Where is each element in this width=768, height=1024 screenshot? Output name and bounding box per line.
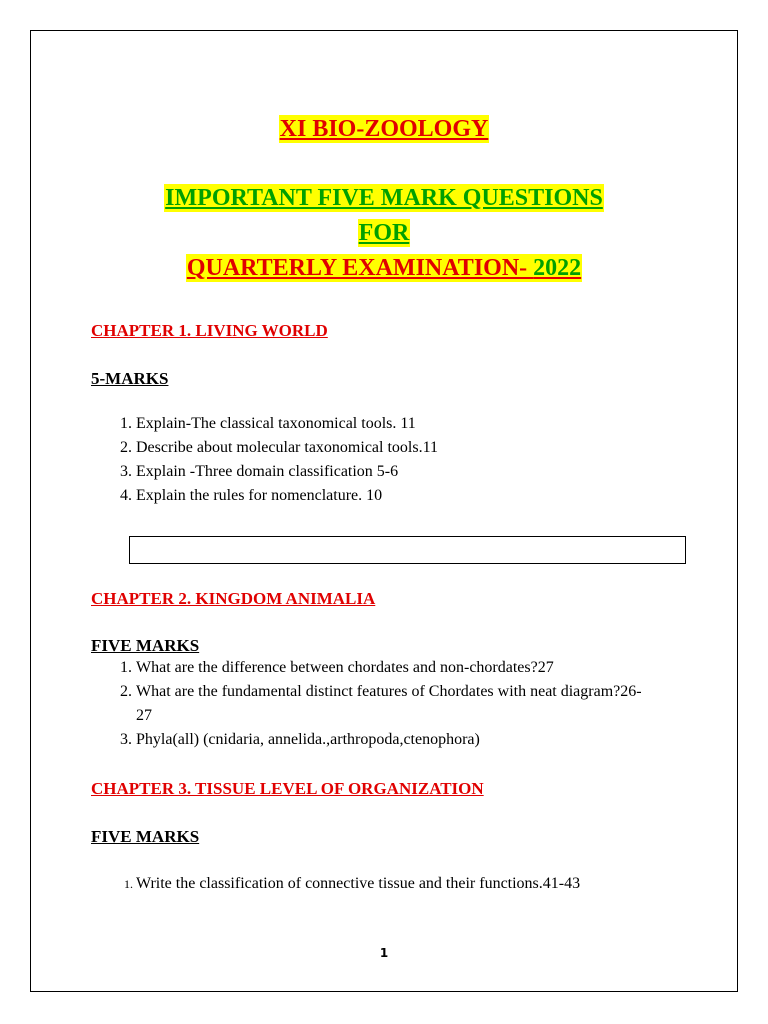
page-number: 1 xyxy=(379,946,389,960)
document-subtitle-line-1 xyxy=(0,186,768,210)
document-title-text: XI BIO-ZOOLOGY xyxy=(279,116,489,142)
exam-name: QUARTERLY EXAMINATION- xyxy=(186,255,534,281)
subtitle-line-3-text xyxy=(186,254,582,282)
subtitle-line-1-text: IMPORTANT FIVE MARK QUESTIONS xyxy=(165,185,603,211)
question-item: 1. Explain-The classical taxonomical tools. 11 xyxy=(136,412,696,436)
question-item: 4. Explain the rules for nomenclature. 10 xyxy=(136,484,696,508)
chapter-1-marks-label: 5-MARKS xyxy=(91,369,169,388)
chapter-3-heading: CHAPTER 3. TISSUE LEVEL OF ORGANIZATION xyxy=(91,779,484,798)
chapter-3-marks-label: FIVE MARKS xyxy=(91,827,200,846)
question-item: 2. Describe about molecular taxonomical tools.11 xyxy=(136,436,696,460)
document-subtitle-line-3 xyxy=(0,256,768,280)
page-border xyxy=(30,30,738,992)
chapter-2-question-list xyxy=(91,656,656,752)
document-title xyxy=(0,117,768,141)
chapter-3-question-list xyxy=(91,872,696,896)
question-item: 1. What are the difference between chordates and non-chordates?27 xyxy=(136,656,656,680)
chapter-1-question-list xyxy=(91,412,696,508)
question-item: 2. What are the fundamental distinct features of Chordates with neat diagram?26-27 xyxy=(136,680,656,728)
empty-text-box xyxy=(129,536,686,564)
chapter-1-heading: CHAPTER 1. LIVING WORLD xyxy=(91,321,328,340)
subtitle-line-2-text: FOR xyxy=(358,220,410,246)
question-item: 3. Phyla(all) (cnidaria, annelida.,arthropoda,ctenophora) xyxy=(136,728,656,752)
chapter-2-marks-label: FIVE MARKS xyxy=(91,636,200,655)
question-item: 3. Explain -Three domain classification 5-6 xyxy=(136,460,696,484)
chapter-2-heading: CHAPTER 2. KINGDOM ANIMALIA xyxy=(91,589,376,608)
question-item: 1. Write the classification of connective tissue and their functions.41-43 xyxy=(136,872,696,896)
document-subtitle-line-2 xyxy=(0,221,768,245)
exam-year: 2022 xyxy=(533,255,582,281)
